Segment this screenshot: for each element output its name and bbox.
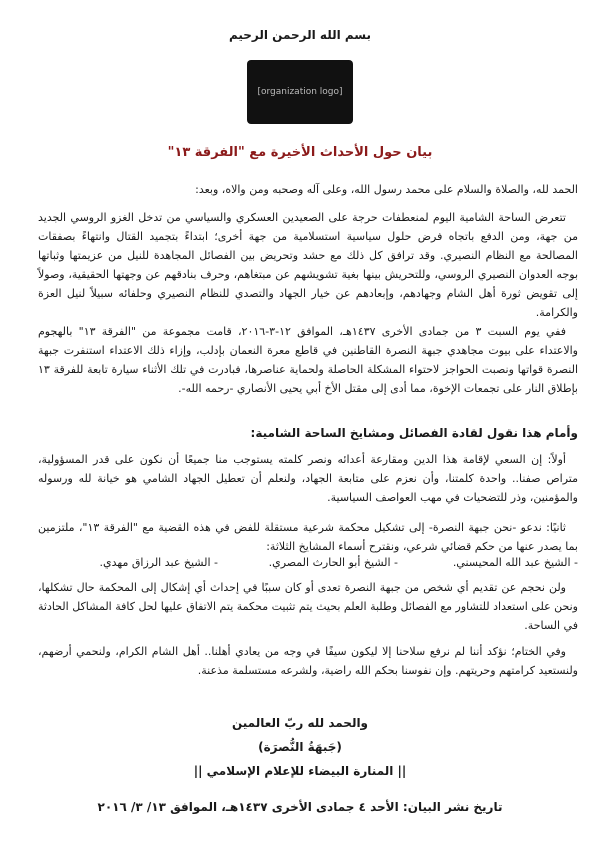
opening-line: الحمد لله، والصلاة والسلام على محمد رسول الله، وعلى آله وصحبه ومن والاه، وبعد: [195,183,578,196]
publication-date: تاريخ نشر البيان: الأحد ٤ جمادى الأخرى ١٤٣٧هـ، الموافق ١٣/ ٣/ ٢٠١٦ [97,800,503,814]
proposed-name: - الشيخ عبد الله المحيسني. [452,556,578,569]
paragraph-1: تتعرض الساحة الشامية اليوم لمنعطفات حرجة على الصعيدين العسكري والسياسي من تدخل الغزو الروسي الجديد من جهة، ومن الدفع باتجاه فرض حلول سياسية استسلامية من جهة أخرى؛ ابتداءً بتجميد القتال وانتهاءً بصفقات المصالحة مع النظام النصيري. وقد ترافق كل ذلك مع حشد وتحريض بين الفصائل المجاهدة للنيل من عزيمتها وثباتها بوجه العدوان النصيري الروسي، وللتحريش بينها بغية تشويشهم عن مبتغاهم، وحرف بنادقهم عن وجهتها الحقيقية، وصولاً إلى تقويض ثورة أهل الشام وجهادهم، وإبعادهم عن خيار الجهاد والتصدي للنظام النصيري وحلفائه سبيلاً لنيل العزة والكرامة. [38,211,578,319]
section-heading: وأمام هذا نقول لقادة الفصائل ومشايخ الساحة الشامية: [250,426,578,440]
proposed-name: - الشيخ أبو الحارث المصري. [268,556,398,569]
basmala-heading: بسم الله الرحمن الرحيم [228,28,372,42]
paragraph-point-1: أولاً: إن السعي لإقامة هذا الدين ومقارعة أعدائه ونصر كلمته يستوجب منا جميعًا أن نكون على قدر المسؤولية، متراص صفنا.. واحدة كلمتنا، وأن نعزم على متابعة الجهاد، ولنعلم أن تعطيل الجهاد الشامي هو خيانة لله ورسوله والمؤمنين، وذر للتضحيات في مهب العواصف السياسية. [38,453,578,504]
paragraph-point-2: ثانيًا: ندعو -نحن جبهة النصرة- إلى تشكيل محكمة شرعية مستقلة للفض في هذه القضية مع "الفرقة ١٣"، ملتزمين بما يصدر عنها من حكم قضائي شرعي، ونقترح أسماء المشايخ الثلاثة: [38,521,578,553]
signature: (جَبهَةُ النُّصرَة) [258,740,342,754]
statement-title: بيان حول الأحداث الأخيرة مع "الفرقة ١٣" [167,145,433,160]
paragraph-2: ففي يوم السبت ٣ من جمادى الأخرى ١٤٣٧هـ، الموافق ١٢-٣-٢٠١٦، قامت مجموعة من "الفرقة ١٣" بالهجوم والاعتداء على بيوت مجاهدي جبهة النصرة القاطنين في قاطع معرة النعمان بإدلب، وإزاء ذلك الاعتداء استنفرت جبهة النصرة قواتها ونصبت الحواجز لاحتواء المشكلة الحاصلة ولحماية عناصرها، فبادرت في تلك الأثناء سيارة تابعة للفرقة ١٣ بإطلاق النار على تجمعات الإخوة، مما أدى إلى مقتل الأخ أبي يحيى الأنصاري -رحمه الله-. [38,325,578,395]
closing-praise: والحمد لله ربّ العالمين [231,716,369,730]
proposed-names-list [38,556,578,569]
logo-placeholder-label: [organization logo] [257,87,343,97]
logo-placeholder [247,60,353,124]
media-attribution: || المنارة البيضاء للإعلام الإسلامي || [193,764,407,778]
paragraph-5: ولن نحجم عن تقديم أي شخص من جبهة النصرة تعدى أو كان سببًا في إحداث أي إشكال إلى المحكمة حال تشكلها، ونحن على استعداد للتشاور مع الفصائل وطلبة العلم بحيث يتم تثبيت محكمة يتم الاتفاق عليها لحل كافة المشاكل الحادثة في الساحة. [38,581,578,632]
paragraph-closing: وفي الختام؛ نؤكد أننا لم نرفع سلاحنا إلا ليكون سيفًا في وجه من يعادي أهلنا.. أهل الشام الكرام، ولنحمي أرضهم، ولنستعيد كرامتهم وحريتهم. وإن نفوسنا بحكم الله راضية، ولشرعه مستسلمة مذعنة. [38,645,578,677]
proposed-name: - الشيخ عبد الرزاق مهدي. [99,556,218,569]
